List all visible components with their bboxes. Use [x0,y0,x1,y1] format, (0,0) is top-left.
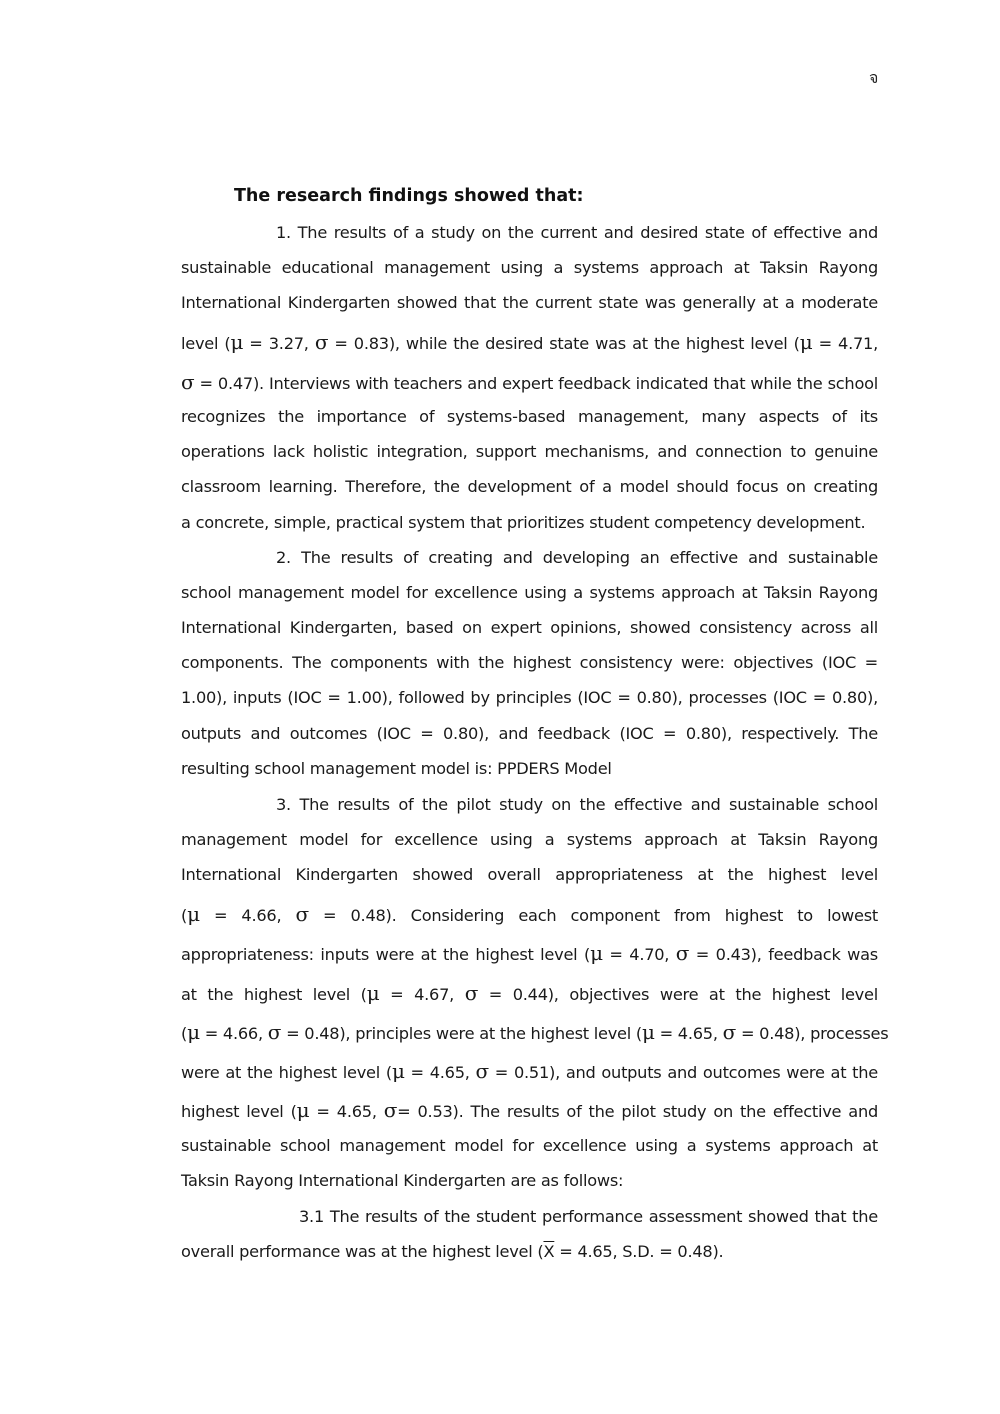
mu-symbol: μ [391,1059,405,1083]
text-line: were at the highest level (μ = 4.65, σ = 0.51), and outputs and outcomes were at the [181,1059,878,1083]
text-line: 2. The results of creating and developing an effective and sustainable [276,548,878,567]
sigma-symbol: σ [383,1098,398,1122]
sigma-symbol: σ [314,330,329,354]
text-line: at the highest level (μ = 4.67, σ = 0.44), objectives were at the highest level [181,981,878,1005]
text-line: 3. The results of the pilot study on the effective and sustainable school [276,795,878,814]
x-bar-symbol: $\overline{X}$ [543,1242,555,1261]
sigma-symbol: σ [675,941,690,965]
findings-heading: The research findings showed that: [234,186,584,206]
sigma-symbol: σ [295,902,309,926]
text-line: classroom learning. Therefore, the development of a model should focus on creating [181,477,878,496]
text-line: Taksin Rayong International Kindergarten are as follows: [181,1171,624,1190]
mu-symbol: μ [296,1098,310,1122]
sigma-symbol: σ [722,1020,737,1044]
text-line: resulting school management model is: PPDERS Model [181,759,612,778]
text-line: appropriateness: inputs were at the highest level (μ = 4.70, σ = 0.43), feedback was [181,941,878,965]
sigma-symbol: σ [181,370,195,394]
text-line: overall performance was at the highest level ($\overline{X} = 4.65$, S.D. = 0.48). [181,1242,724,1261]
text-line: highest level (μ = 4.65, σ= 0.53). The results of the pilot study on the effective and [181,1098,878,1122]
text-line: level (μ = 3.27, σ = 0.83), while the desired state was at the highest level (μ = 4.71, [181,330,878,354]
text-line: (μ = 4.66, σ = 0.48), principles were at the highest level (μ = 4.65, σ = 0.48), processes [181,1020,889,1044]
text-line: sustainable school management model for excellence using a systems approach at [181,1136,878,1155]
page-number: จ [869,68,879,87]
text-line: 1.00), inputs (IOC = 1.00), followed by principles (IOC = 0.80), processes (IOC = 0.80), [181,688,878,707]
text-line: 3.1 The results of the student performance assessment showed that the [299,1207,878,1226]
mu-symbol: μ [187,902,200,926]
text-line: International Kindergarten showed overall appropriateness at the highest level [181,865,878,884]
sigma-symbol: σ [475,1059,489,1083]
mu-symbol: μ [230,330,244,354]
mu-symbol: μ [641,1020,655,1044]
text-line: (μ = 4.66, σ = 0.48). Considering each component from highest to lowest [181,902,878,926]
text-line: outputs and outcomes (IOC = 0.80), and feedback (IOC = 0.80), respectively. The [181,724,878,743]
text-line: a concrete, simple, practical system that prioritizes student competency development. [181,513,866,532]
text-line: 1. The results of a study on the current and desired state of effective and [276,223,878,242]
text-line: sustainable educational management using a systems approach at Taksin Rayong [181,258,878,277]
mu-symbol: μ [366,981,380,1005]
text-line: management model for excellence using a systems approach at Taksin Rayong [181,830,878,849]
text-line: components. The components with the highest consistency were: objectives (IOC = [181,653,878,672]
mu-symbol: μ [187,1020,200,1044]
sigma-symbol: σ [267,1020,282,1044]
sigma-symbol: σ [464,981,479,1005]
text-line: International Kindergarten, based on expert opinions, showed consistency across all [181,618,878,637]
text-line: International Kindergarten showed that the current state was generally at a moderate [181,293,878,312]
text-line: school management model for excellence using a systems approach at Taksin Rayong [181,583,878,602]
text-line: operations lack holistic integration, support mechanisms, and connection to genuine [181,442,878,461]
text-line: σ = 0.47). Interviews with teachers and expert feedback indicated that while the school [181,370,878,394]
mu-symbol: μ [590,941,603,965]
mu-symbol: μ [799,330,813,354]
text-line: recognizes the importance of systems-based management, many aspects of its [181,407,878,426]
